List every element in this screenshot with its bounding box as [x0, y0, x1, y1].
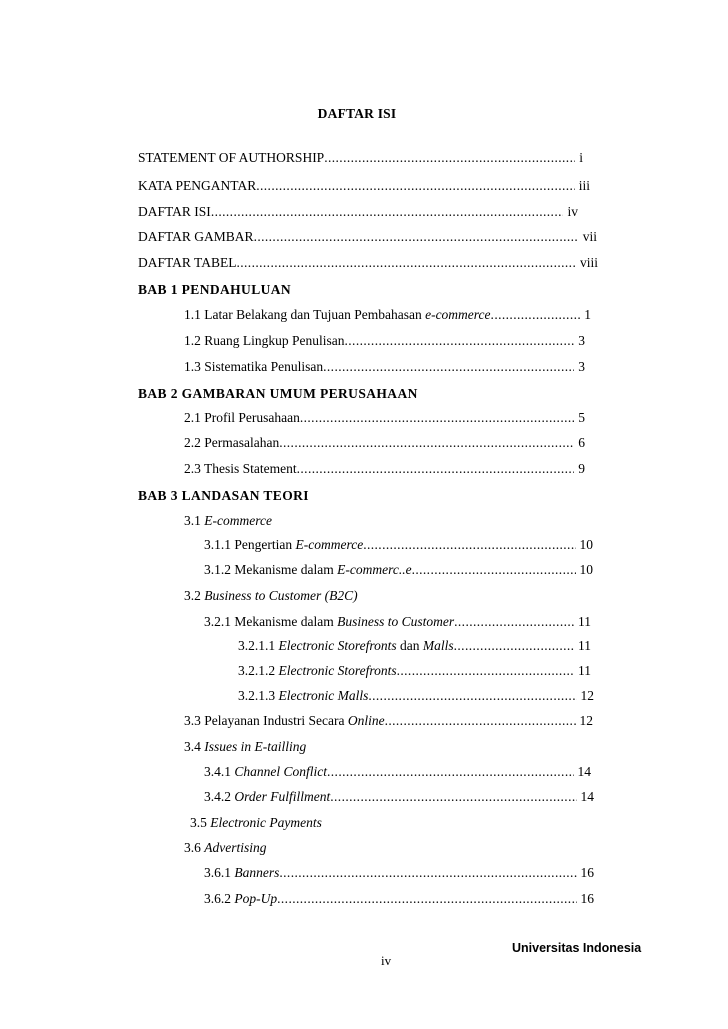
toc-page-number: 3 — [578, 359, 585, 374]
toc-entry-number: 3.5 — [190, 815, 207, 830]
toc-entry-label — [138, 253, 236, 273]
toc-entry-number: 3.2 — [184, 588, 201, 603]
toc-entry — [0, 535, 728, 555]
toc-entry — [0, 863, 728, 883]
dot-leader — [385, 711, 576, 731]
toc-entry-italic-text: Pop-Up — [234, 891, 278, 906]
toc-entry-label — [184, 433, 279, 453]
dot-leader — [254, 227, 579, 247]
toc-page-number: 9 — [578, 461, 585, 476]
toc-page-number: iii — [578, 178, 590, 193]
dot-leader — [297, 459, 575, 479]
toc-entry-italic-text: E-commerce — [295, 537, 364, 552]
toc-page-number: 16 — [580, 891, 594, 906]
toc-entry — [0, 280, 728, 300]
dot-leader — [327, 762, 574, 782]
toc-entry — [0, 762, 728, 782]
toc-entry-label — [184, 838, 267, 858]
toc-page-number: 16 — [580, 865, 594, 880]
toc-entry-label — [138, 202, 211, 222]
toc-entry-text: DAFTAR GAMBAR — [138, 229, 254, 244]
toc-entry-number: 3.4.2 — [204, 789, 231, 804]
dot-leader — [368, 686, 576, 706]
toc-entry-italic-text: Business to Customer (B2C) — [204, 588, 358, 603]
toc-entry-label — [204, 612, 454, 632]
toc-entry-number: 3.2.1.3 — [238, 688, 276, 703]
toc-entry — [0, 838, 728, 858]
dot-leader — [454, 636, 574, 656]
toc-entry-number: 3.2.1.2 — [238, 663, 276, 678]
toc-entry-label — [238, 661, 397, 681]
toc-entry — [0, 711, 728, 731]
toc-entry-label — [184, 711, 385, 731]
toc-entry — [0, 737, 728, 757]
toc-page-number: 12 — [579, 713, 593, 728]
toc-entry-number: 3.1 — [184, 513, 201, 528]
toc-entry-italic-text: Electronic Payments — [210, 815, 322, 830]
toc-page-number: 14 — [580, 789, 594, 804]
toc-page-number: 6 — [578, 435, 585, 450]
toc-entry-number: 2.2 — [184, 435, 201, 450]
toc-entry — [0, 560, 728, 580]
toc-entry — [0, 889, 728, 909]
toc-entry-number: 1.3 — [184, 359, 201, 374]
dot-leader — [323, 357, 574, 377]
toc-entry-italic-text: Advertising — [204, 840, 267, 855]
toc-entry-label — [190, 813, 322, 833]
toc-entry-text: KATA PENGANTAR — [138, 178, 257, 193]
toc-entry-label — [204, 762, 327, 782]
footer-page-number: iv — [381, 953, 392, 968]
toc-page-number: 12 — [580, 688, 594, 703]
toc-entry-text: Mekanisme dalam — [234, 562, 334, 577]
toc-page-number: 11 — [578, 663, 591, 678]
dot-leader — [363, 535, 575, 555]
toc-entry-italic-text: Online — [347, 713, 385, 728]
toc-entry-label — [204, 535, 363, 555]
toc-chapter-title — [138, 280, 291, 300]
toc-entry — [0, 202, 728, 222]
dot-leader — [300, 408, 574, 428]
toc-entry-label — [204, 863, 279, 883]
toc-entry-number: 3.6.1 — [204, 865, 231, 880]
toc-entry-label — [238, 686, 368, 706]
toc-chapter-title — [138, 486, 309, 506]
toc-entry-italic-text: Issues in E-tailling — [204, 739, 307, 754]
toc-entry — [0, 612, 728, 632]
toc-entry-label — [184, 737, 306, 757]
toc-entry-number: 3.2.1.1 — [238, 638, 276, 653]
toc-entry-italic-text: Electronic Malls — [278, 688, 369, 703]
toc-entry — [0, 227, 728, 247]
toc-page-number: 10 — [579, 537, 593, 552]
toc-page-number: vii — [582, 229, 597, 244]
toc-entry-label — [184, 459, 297, 479]
toc-entry-number: 3.1.2 — [204, 562, 231, 577]
toc-entry — [0, 686, 728, 706]
footer-university: Universitas Indonesia — [512, 941, 642, 955]
dot-leader — [211, 202, 564, 222]
toc-entry-number: 3.1.1 — [204, 537, 231, 552]
toc-entry-text: STATEMENT OF AUTHORSHIP — [138, 150, 325, 165]
toc-entry-italic-text: E-commerc..e — [337, 562, 412, 577]
toc-entry-number: 2.1 — [184, 410, 201, 425]
toc-entry — [0, 176, 728, 196]
dot-leader — [277, 889, 576, 909]
toc-entry — [0, 636, 728, 656]
toc-entry-label — [238, 636, 454, 656]
toc-entry — [0, 357, 728, 377]
toc-entry-text: Latar Belakang dan Tujuan Pembahasan — [204, 307, 422, 322]
dot-leader — [236, 253, 576, 273]
dot-leader — [324, 148, 575, 168]
toc-page-number: 1 — [584, 307, 591, 322]
toc-entry — [0, 486, 728, 506]
toc-entry-label — [204, 787, 330, 807]
toc-page-number: 5 — [578, 410, 585, 425]
toc-entry-italic-text: Banners — [234, 865, 280, 880]
toc-page-number: 10 — [579, 562, 593, 577]
toc-entry-number: 3.3 — [184, 713, 201, 728]
toc-entry-text: Pengertian — [234, 537, 293, 552]
toc-entry-label — [138, 176, 256, 196]
toc-entry-text: BAB 1 PENDAHULUAN — [138, 282, 292, 297]
toc-entry — [0, 787, 728, 807]
toc-page-number: iv — [567, 204, 578, 219]
toc-entry-label — [204, 889, 277, 909]
toc-entry — [0, 661, 728, 681]
toc-entry-number: 2.3 — [184, 461, 201, 476]
toc-entry-number: 3.6 — [184, 840, 201, 855]
dot-leader — [256, 176, 575, 196]
dot-leader — [345, 331, 575, 351]
toc-entry-italic-text: Electronic Storefronts — [278, 663, 397, 678]
toc-chapter-title — [138, 384, 418, 404]
toc-entry-label — [204, 560, 412, 580]
toc-entry-label — [184, 408, 300, 428]
dot-leader — [397, 661, 574, 681]
toc-entry — [0, 305, 728, 325]
toc-entry-label — [184, 331, 345, 351]
toc-entry-number: 3.4.1 — [204, 764, 231, 779]
toc-entry-text: BAB 3 LANDASAN TEORI — [138, 488, 309, 503]
toc-page-number: 14 — [577, 764, 591, 779]
dot-leader — [454, 612, 574, 632]
dot-leader — [330, 787, 576, 807]
toc-page-number: viii — [579, 255, 598, 270]
toc-entry — [0, 331, 728, 351]
toc-entry-label — [184, 586, 358, 606]
toc-entry — [0, 813, 728, 833]
toc-page-number: 3 — [578, 333, 585, 348]
toc-entry — [0, 384, 728, 404]
toc-entry-text: Permasalahan — [204, 435, 280, 450]
toc-entry — [0, 459, 728, 479]
toc-entry-italic-text: Channel Conflict — [234, 764, 327, 779]
toc-entry-number: 3.6.2 — [204, 891, 231, 906]
toc-entry-text: Thesis Statement — [204, 461, 297, 476]
toc-entry-text: Mekanisme dalam — [234, 614, 334, 629]
toc-entry-italic-text: Electronic Storefronts — [278, 638, 397, 653]
toc-entry-text: dan — [399, 638, 420, 653]
toc-entry — [0, 433, 728, 453]
toc-entry-label — [138, 227, 254, 247]
toc-entry-text: BAB 2 GAMBARAN UMUM PERUSAHAAN — [138, 386, 418, 401]
toc-entry — [0, 586, 728, 606]
toc-entry — [0, 253, 728, 273]
dot-leader — [491, 305, 581, 325]
toc-entry-number: 3.2.1 — [204, 614, 231, 629]
toc-page-number: 11 — [578, 638, 591, 653]
toc-entry-text: Sistematika Penulisan — [204, 359, 324, 374]
toc-page-number: 11 — [578, 614, 591, 629]
toc-entry-italic-text: e-commerce — [425, 307, 491, 322]
toc-entry-italic-text: E-commerce — [204, 513, 272, 528]
toc-entry-text: DAFTAR ISI — [138, 204, 211, 219]
toc-entry-italic-text: Malls — [422, 638, 454, 653]
toc-entry-label — [138, 148, 324, 168]
toc-entry — [0, 148, 728, 168]
dot-leader — [412, 560, 576, 580]
dot-leader — [279, 863, 576, 883]
toc-entry-text: DAFTAR TABEL — [138, 255, 237, 270]
toc-entry-italic-text: Business to Customer — [337, 614, 455, 629]
toc-entry-text: Pelayanan Industri Secara — [204, 713, 345, 728]
toc-entry — [0, 408, 728, 428]
toc-page-number: i — [579, 150, 583, 165]
toc-entry-label — [184, 357, 323, 377]
dot-leader — [279, 433, 574, 453]
toc-entry-number: 3.4 — [184, 739, 201, 754]
toc-entry-label — [184, 305, 491, 325]
toc-entry-text: Ruang Lingkup Penulisan — [204, 333, 345, 348]
toc-entry-label — [184, 511, 272, 531]
toc-entry — [0, 511, 728, 531]
toc-entry-italic-text: Order Fulfillment — [234, 789, 331, 804]
toc-entry-number: 1.2 — [184, 333, 201, 348]
toc-entry-text: Profil Perusahaan — [204, 410, 300, 425]
page-title: DAFTAR ISI — [317, 106, 397, 121]
toc-entry-number: 1.1 — [184, 307, 201, 322]
